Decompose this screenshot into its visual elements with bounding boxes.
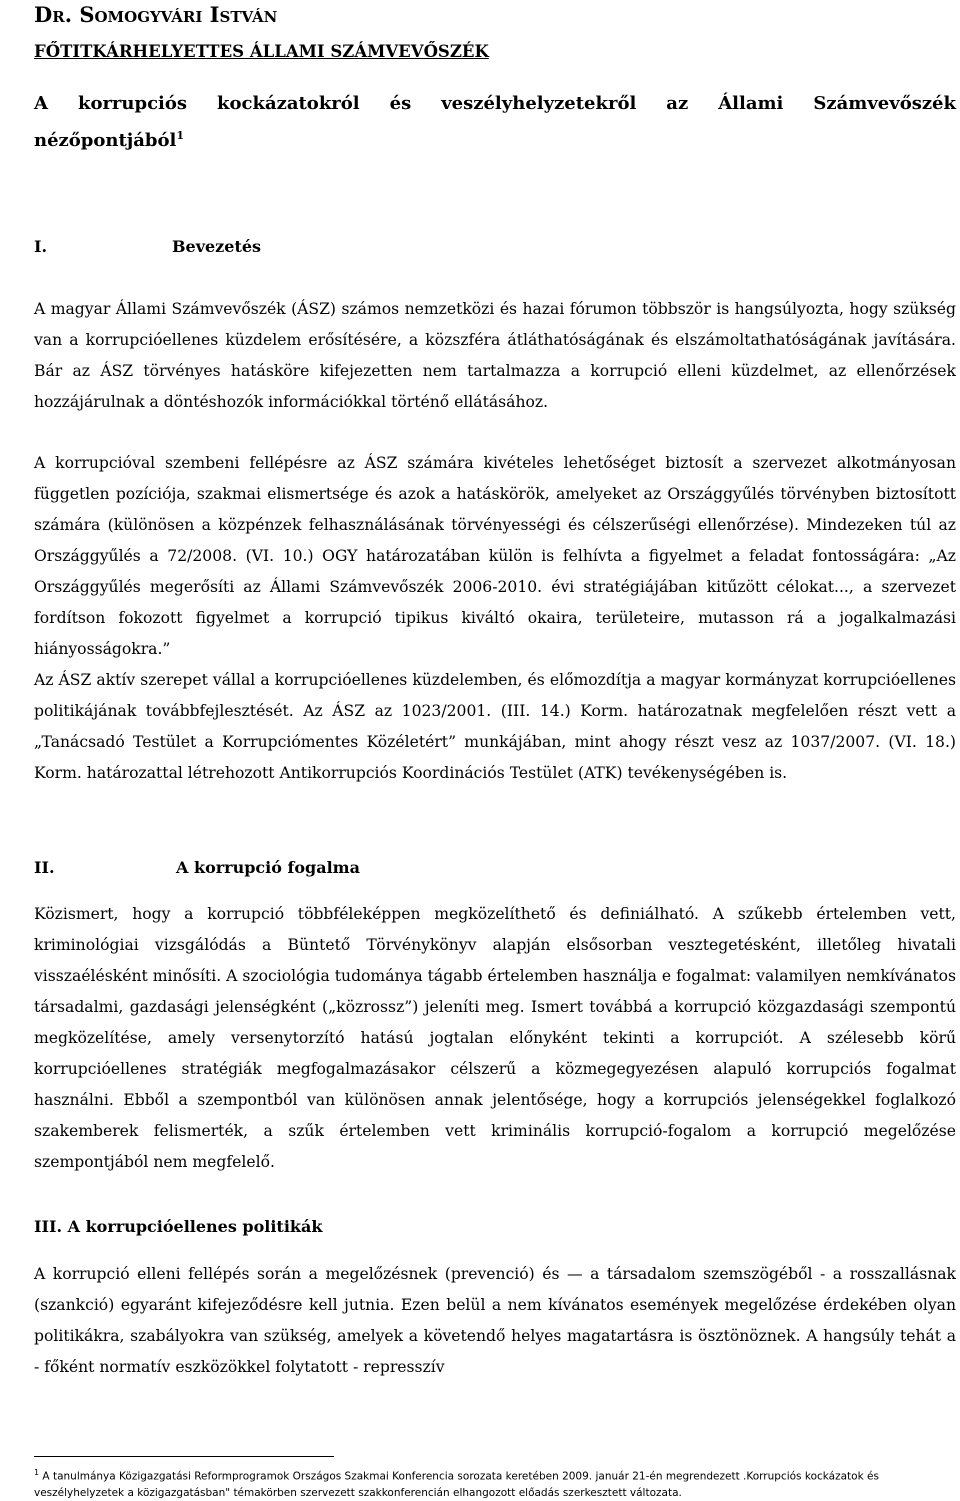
footnote-text: A tanulmánya Közigazgatási Reformprogramok Országos Szakmai Konferencia sorozata keretében 2009. január 21-én megrendezett .Korrupciós kockázatok és veszélyhelyzetek a közigazgatásban" témakörben szervezett szakkonferencián elhangozott előadás szerkesztett változata.: [34, 1470, 879, 1499]
section-3-paragraph-1: A korrupció elleni fellépés során a megelőzésnek (prevenció) és — a társadalom szemszögéből - a rosszallásnak (szankció) egyaránt kifejeződésre kell jutnia. Ezen belül a nem kívánatos események megelőzése érdekében olyan politikákra, szabályokra van szükség, amelyek a követendő helyes magatartásra is ösztönöznek. A hangsúly tehát a - főként normatív eszközökkel folytatott - represszív: [34, 1265, 956, 1376]
section-1-number: I.: [34, 237, 48, 256]
section-2-heading: A korrupció fogalma: [176, 858, 360, 877]
document-title-continued: [34, 120, 184, 157]
author-position: FŐTITKÁRHELYETTES ÁLLAMI SZÁMVEVŐSZÉK: [34, 42, 489, 61]
footnote-ref: 1: [176, 129, 185, 142]
author-name: Dr. Somogyvári István: [34, 2, 278, 27]
section-1-heading: Bevezetés: [172, 237, 262, 256]
section-1-paragraph-2: A korrupcióval szembeni fellépésre az ÁSZ számára kivételes lehetőséget biztosít a szervezet alkotmányosan független pozíciója, szakmai elismertsége és azok a hatáskörök, amelyeket az Országgyűlés törvényben biztosított számára (különösen a közpénzek felhasználásának törvényességi és célszerűségi ellenőrzése). Mindezeken túl az Országgyűlés a 72/2008. (VI. 10.) OGY határozatában külön is felhívta a figyelmet a feladat fontosságára: „Az Országgyűlés megerősíti az Állami Számvevőszék 2006-2010. évi stratégiájában kitűzött célokat..., a szervezet fordítson fokozott figyelmet a korrupció tipikus kiváltó okaira, területeire, mutasson rá a jogalkalmazási hiányosságokra.”: [34, 454, 956, 658]
author-text: omogyvári: [94, 2, 203, 27]
author-initial: I: [209, 2, 220, 27]
document-title: A korrupciós kockázatokról és veszélyhelyzetekről az Állami Számvevőszék: [34, 93, 956, 114]
section-2-number: II.: [34, 858, 55, 877]
author-initial: D: [34, 2, 53, 27]
author-text: stván: [219, 2, 278, 27]
section-3-heading: III. A korrupcióellenes politikák: [34, 1217, 323, 1236]
author-initial: S: [79, 2, 95, 27]
section-1-paragraph-1: A magyar Állami Számvevőszék (ÁSZ) számos nemzetközi és hazai fórumon többször is hangsúlyozta, hogy szükség van a korrupcióellenes küzdelem erősítésére, a közszféra átláthatóságának és elszámoltathatóságának javítására. Bár az ÁSZ törvényes hatásköre kifejezetten nem tartalmazza a korrupció elleni küzdelmet, az ellenőrzések hozzájárulnak a döntéshozók információkkal történő ellátásához.: [34, 300, 956, 411]
author-text: r: [52, 2, 65, 27]
title-text: nézőpontjából: [34, 130, 177, 151]
footnote-mark: 1: [34, 1468, 40, 1477]
section-2-paragraph-1: Közismert, hogy a korrupció többféleképpen megközelíthető és definiálható. A szűkebb értelemben vett, kriminológiai vizsgálódás a Büntető Törvénykönyv alapján elsősorban vesztegetésként, illetőleg hivatali visszaélésként minősíti. A szociológia tudománya tágabb értelemben használja e fogalmat: valamilyen nemkívánatos társadalmi, gazdasági jelenségként („közrossz”) jeleníti meg. Ismert továbbá a korrupció közgazdasági szempontú megközelítése, amely versenytorzító hatású jogtalan előnyként tekinti a korrupciót. A szélesebb körű korrupcióellenes stratégiák megfogalmazásakor célszerű a közmegegyezésen alapuló korrupciós fogalmat használni. Ebből a szempontból van különösen annak jelentősége, hogy a korrupciós jelenségekkel foglalkozó szakemberek felismerték, a szűk értelemben vett kriminális korrupció-fogalom a korrupció megelőzése szempontjából nem megfelelő.: [34, 905, 956, 1171]
footnote: [34, 1465, 956, 1501]
footnote-divider: [34, 1456, 334, 1457]
section-1-paragraph-3: Az ÁSZ aktív szerepet vállal a korrupcióellenes küzdelemben, és előmozdítja a magyar kormányzat korrupcióellenes politikájának továbbfejlesztését. Az ÁSZ az 1023/2001. (III. 14.) Korm. határozatnak megfelelően részt vett a „Tanácsadó Testület a Korrupciómentes Közéletért” munkájában, mint ahogy részt vesz az 1037/2007. (VI. 18.) Korm. határozattal létrehozott Antikorrupciós Koordinációs Testület (ATK) tevékenységében is.: [34, 671, 956, 782]
